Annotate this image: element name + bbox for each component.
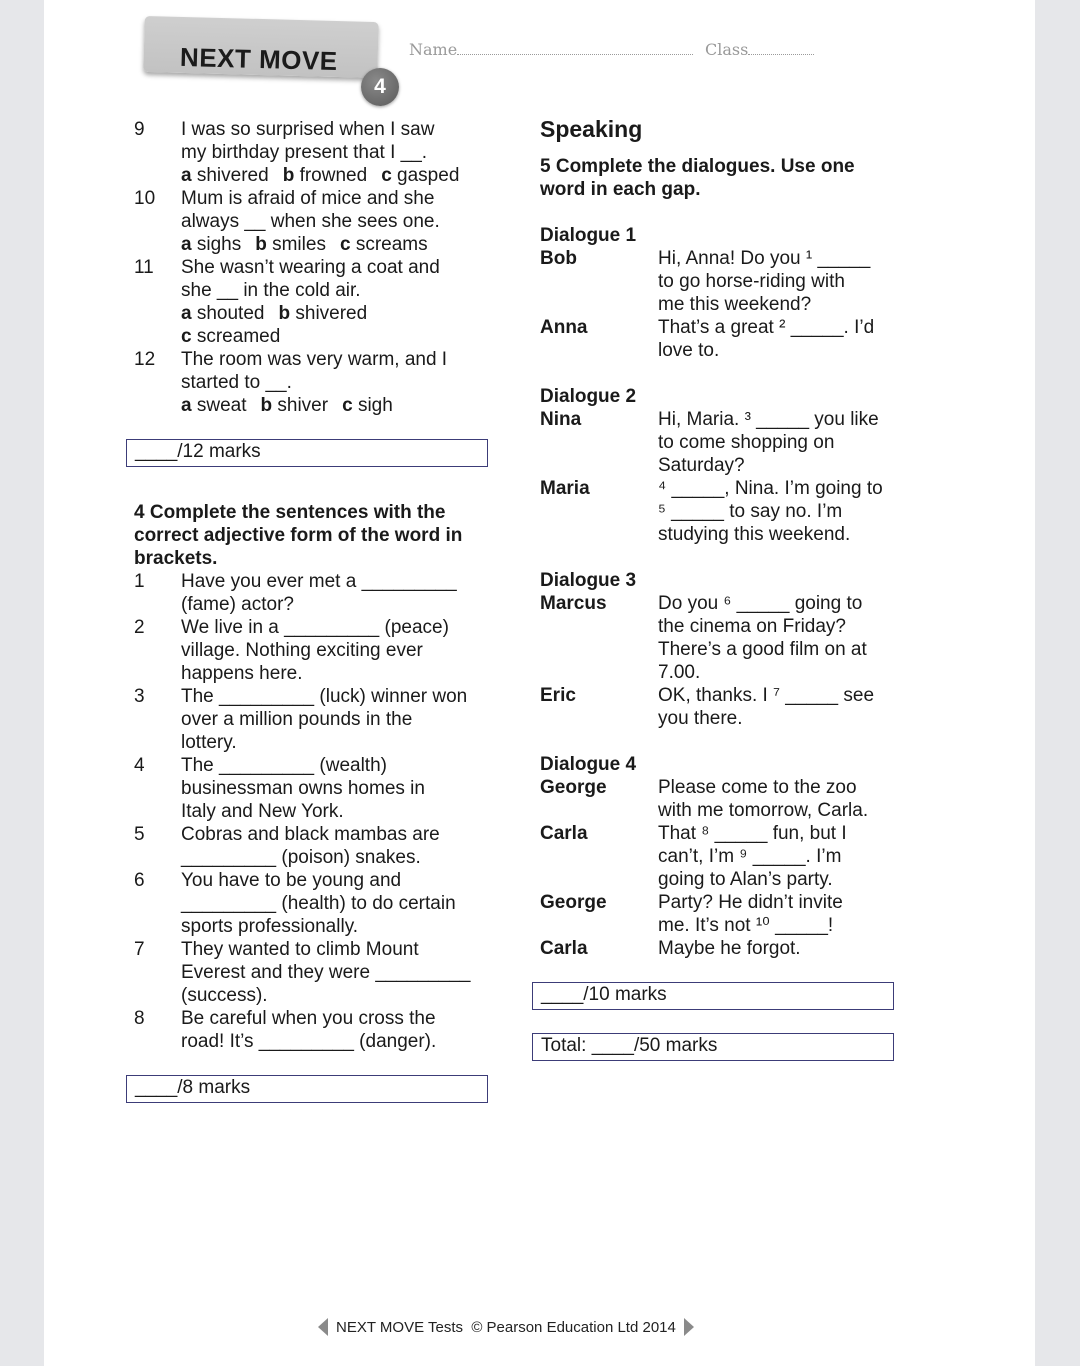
class-line[interactable] — [748, 42, 814, 55]
answer-option[interactable] — [181, 234, 241, 255]
speaker-name: Anna — [540, 317, 588, 338]
dialogue-title: Dialogue 4 — [540, 754, 637, 775]
dialogue-line: That’s a great ² _____. I’d — [658, 317, 875, 338]
dialogue-line: love to. — [658, 340, 720, 361]
section-4-marks-box: ____/8 marks — [126, 1075, 488, 1103]
question-text: businessman owns homes in — [181, 778, 425, 799]
speaker-name: Eric — [540, 685, 576, 706]
dialogue-line: can’t, I’m ⁹ _____. I’m — [658, 846, 842, 867]
next-page-arrow-icon[interactable] — [684, 1318, 694, 1336]
name-label: Name — [409, 40, 458, 59]
question-number: 6 — [134, 870, 145, 891]
dialogue-line: studying this weekend. — [658, 524, 851, 545]
question-text: sports professionally. — [181, 916, 359, 937]
answer-option[interactable] — [181, 165, 269, 186]
question-text: Be careful when you cross the — [181, 1008, 436, 1029]
answer-options — [181, 325, 280, 348]
question-text: Mum is afraid of mice and she — [181, 188, 435, 209]
option-word: shivered — [295, 303, 368, 324]
option-letter: b — [260, 395, 273, 416]
option-letter: a — [181, 234, 192, 255]
question-text: Have you ever met a _________ — [181, 571, 457, 592]
speaker-name: George — [540, 892, 607, 913]
question-text: started to __. — [181, 372, 292, 393]
question-text: (fame) actor? — [181, 594, 294, 615]
question-number: 2 — [134, 617, 145, 638]
question-number: 7 — [134, 939, 145, 960]
option-letter: c — [342, 395, 353, 416]
unit-number-badge: 4 — [361, 68, 399, 106]
option-letter: b — [278, 303, 291, 324]
option-letter: a — [181, 395, 192, 416]
footer — [318, 1318, 694, 1336]
speaker-name: Marcus — [540, 593, 607, 614]
dialogue-title: Dialogue 3 — [540, 570, 637, 591]
option-word: screamed — [196, 326, 281, 347]
answer-option[interactable] — [278, 303, 367, 324]
dialogue-line: ⁵ _____ to say no. I’m — [658, 501, 843, 522]
speaker-name: Carla — [540, 823, 588, 844]
question-number: 4 — [134, 755, 145, 776]
section-5-instruction-2: word in each gap. — [540, 179, 701, 200]
option-word: shouted — [196, 303, 265, 324]
section-4-instruction-3: brackets. — [134, 548, 218, 569]
name-field[interactable] — [409, 40, 693, 59]
section-3-marks-box: ____/12 marks — [126, 439, 488, 467]
question-text: She wasn’t wearing a coat and — [181, 257, 440, 278]
option-letter: c — [181, 326, 192, 347]
brand-title: NEXT MOVE — [179, 41, 339, 77]
dialogue-line: Please come to the zoo — [658, 777, 857, 798]
option-word: shiver — [277, 395, 329, 416]
question-text: _________ (health) to do certain — [181, 893, 456, 914]
option-word: gasped — [397, 165, 460, 186]
option-word: sigh — [357, 395, 393, 416]
option-word: shivered — [196, 165, 269, 186]
previous-page-arrow-icon[interactable] — [318, 1318, 328, 1336]
dialogue-line: Do you ⁶ _____ going to — [658, 593, 863, 614]
question-number: 9 — [134, 119, 145, 140]
section-4-instruction-1: 4 Complete the sentences with the — [134, 502, 446, 523]
footer-copyright: NEXT MOVE Tests © Pearson Education Ltd 2014 — [336, 1318, 676, 1336]
question-number: 8 — [134, 1008, 145, 1029]
option-letter: b — [282, 165, 295, 186]
question-number: 12 — [134, 349, 156, 370]
answer-option[interactable] — [283, 165, 368, 186]
dialogue-line: Hi, Maria. ³ _____ you like — [658, 409, 879, 430]
question-text: The _________ (luck) winner won — [181, 686, 468, 707]
answer-option[interactable] — [261, 395, 329, 416]
question-number: 3 — [134, 686, 145, 707]
answer-options — [181, 302, 367, 325]
question-text: happens here. — [181, 663, 303, 684]
dialogue-title: Dialogue 2 — [540, 386, 637, 407]
speaker-name: George — [540, 777, 607, 798]
section-5-instruction-1: 5 Complete the dialogues. Use one — [540, 156, 855, 177]
dialogue-line: 7.00. — [658, 662, 701, 683]
question-text: lottery. — [181, 732, 237, 753]
answer-option[interactable] — [181, 326, 280, 347]
question-text: I was so surprised when I saw — [181, 119, 435, 140]
question-text: over a million pounds in the — [181, 709, 413, 730]
question-text: village. Nothing exciting ever — [181, 640, 423, 661]
option-letter: a — [181, 165, 192, 186]
question-text: Cobras and black mambas are — [181, 824, 440, 845]
name-line[interactable] — [457, 42, 693, 55]
option-word: frowned — [299, 165, 368, 186]
option-word: sweat — [196, 395, 247, 416]
question-text: _________ (poison) snakes. — [181, 847, 421, 868]
option-letter: a — [181, 303, 192, 324]
dialogue-line: to come shopping on — [658, 432, 835, 453]
speaker-name: Bob — [540, 248, 577, 269]
answer-options — [181, 233, 428, 256]
answer-option[interactable] — [342, 395, 393, 416]
section-4-instruction-2: correct adjective form of the word in — [134, 525, 463, 546]
answer-option[interactable] — [340, 234, 428, 255]
question-text: Everest and they were _________ — [181, 962, 471, 983]
question-text: my birthday present that I __. — [181, 142, 428, 163]
question-text: (success). — [181, 985, 268, 1006]
question-text: We live in a _________ (peace) — [181, 617, 449, 638]
dialogue-line: Party? He didn’t invite — [658, 892, 843, 913]
answer-options — [181, 394, 393, 417]
question-text: The _________ (wealth) — [181, 755, 387, 776]
question-number: 11 — [134, 257, 154, 278]
speaker-name: Maria — [540, 478, 590, 499]
section-5-marks-box: ____/10 marks — [532, 982, 894, 1010]
speaking-heading: Speaking — [540, 116, 643, 142]
total-marks-box: Total: ____/50 marks — [532, 1033, 894, 1061]
question-text: always __ when she sees one. — [181, 211, 440, 232]
answer-options — [181, 164, 459, 187]
dialogue-line: There’s a good film on at — [658, 639, 867, 660]
question-text: You have to be young and — [181, 870, 402, 891]
class-label: Class — [705, 40, 749, 59]
dialogue-line: you there. — [658, 708, 743, 729]
option-word: smiles — [272, 234, 326, 255]
option-letter: c — [381, 165, 392, 186]
question-number: 10 — [134, 188, 156, 209]
answer-option[interactable] — [381, 165, 459, 186]
answer-option[interactable] — [181, 303, 264, 324]
option-letter: b — [255, 234, 267, 255]
dialogue-line: ⁴ _____, Nina. I’m going to — [658, 478, 883, 499]
dialogue-line: with me tomorrow, Carla. — [658, 800, 869, 821]
question-number: 5 — [134, 824, 145, 845]
answer-option[interactable] — [181, 395, 247, 416]
option-word: sighs — [196, 234, 242, 255]
dialogue-line: Maybe he forgot. — [658, 938, 801, 959]
dialogue-line: going to Alan’s party. — [658, 869, 833, 890]
dialogue-line: OK, thanks. I ⁷ _____ see — [658, 685, 875, 706]
dialogue-line: Saturday? — [658, 455, 745, 476]
option-letter: c — [339, 234, 351, 255]
dialogue-line: to go horse-riding with — [658, 271, 845, 292]
dialogue-line: me. It’s not ¹⁰ _____! — [658, 915, 834, 936]
question-text: The room was very warm, and I — [181, 349, 448, 370]
question-number: 1 — [134, 571, 145, 592]
dialogue-title: Dialogue 1 — [540, 225, 637, 246]
dialogue-line: me this weekend? — [658, 294, 812, 315]
question-text: road! It’s _________ (danger). — [181, 1031, 437, 1052]
answer-option[interactable] — [255, 234, 326, 255]
question-text: They wanted to climb Mount — [181, 939, 419, 960]
speaker-name: Carla — [540, 938, 588, 959]
speaker-name: Nina — [540, 409, 582, 430]
dialogue-line: the cinema on Friday? — [658, 616, 846, 637]
class-field[interactable] — [705, 40, 814, 59]
dialogue-line: That ⁸ _____ fun, but I — [658, 823, 847, 844]
dialogue-line: Hi, Anna! Do you ¹ _____ — [658, 248, 871, 269]
question-text: Italy and New York. — [181, 801, 344, 822]
question-text: she __ in the cold air. — [181, 280, 361, 301]
option-word: screams — [355, 234, 428, 255]
